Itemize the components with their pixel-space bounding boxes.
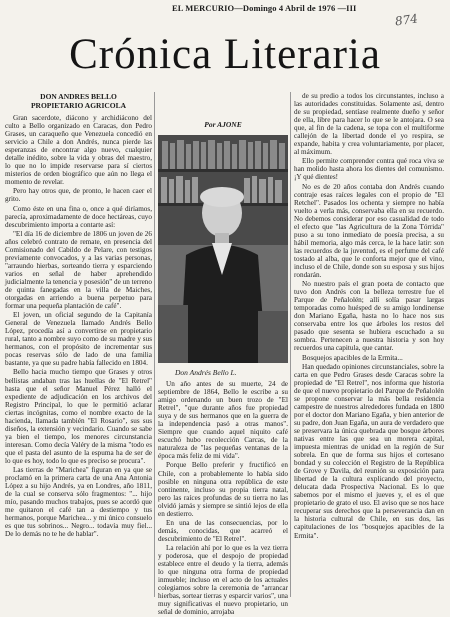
photo-caption: Don Andrés Bello L. — [175, 368, 237, 377]
article-column-3 — [294, 92, 444, 541]
paragraph: El joven, un oficial segundo de la Capitanía General de Venezuela llamado Andrés Bello López, procedía así a convertirse en propietario rural, tanto a nombre suyo como de su madre y sus hermanos, con el propósito de incrementar sus pocas reservas sólo de lado de una familia bastante, ya que su padre había fallecido en 1804. — [5, 311, 152, 368]
article-column-1 — [5, 114, 152, 539]
paragraph: "El día 16 de diciembre de 1806 un joven de 26 años celebró contrato de remate, en presencia del Comisionado del Cabildo de Pelare, con testigos previamente convocados, y a las varias personas, "arraundo hierbas, sorteando tierra y esparciendo varios en señal de haber aprehendido judicialmente la tenencia y posesión" de un terreno de quinta fanegadas en la villa de Maiches, otorgadas en arriendo a buena perpetuo para formar una pequeña plantación de café". — [5, 229, 152, 311]
article-byline: Por AJONE — [204, 120, 242, 129]
headline-line-1: DON ANDRES BELLO — [40, 92, 117, 101]
headline-line-2: PROPIETARIO AGRICOLA — [30, 101, 127, 110]
paragraph: La relación ahí por lo que es la vez tierra y poderosa, que el despojo de propiedad establece entre el deudo y la tierra, además lo que ninguna otra forma de propiedad inmueble; incluso en el acto de los actuales colegiamos sobre la ceremonia de "arrancar hierbas, sortear tierras y esparcir varios", una muy significativas el nuevo propietario, un señal de dominio, arrojaba — [158, 543, 288, 617]
paragraph: Han quedado opiniones circunstanciales, sobre la carta en que Pedro Grases desde Caracas sobre la propiedad de "El Retrel", nos informa que historia de que el nuevo propietario del Parque de Peñalolén se propone conservar la más bella residencia campestre de nuestros alrededores fundada en 1800 por el doctor don Mariano Egaña, y bien anterior de su padre, don Juan Egaña, un aura de verdadero que se preservara la única quebrada que bosque árbores nativas entre las que sea un morera capital, impuesta mientras de unidad en la región de Sur sobrela. En que de forma sus hijos el cortesano bondad y su colección el Registro de la República de Grove y Davila, del reunión su exposición para libertad de la cultura explicando del proyecto, delucata dada Prospectiva Nacional. Es lo que sabemos por el mismo el jueves y, el es el que propietario de grato el uso. El aviso que se nos hace recuperar sus derechos que la perseverancia dan en la historia cultural de Chile, en sus dos, las capitulaciones de los "bosquejos apacibles de la Ermita". — [294, 362, 444, 540]
paragraph: Ello permite comprender contra qué roca viva se han molido hasta ahora los dientes del comunismo. ¡Y qué dientes! — [294, 157, 444, 182]
paragraph: Bosquejos apacibles de la Ermita... — [302, 353, 403, 362]
paragraph: Pero hay otros que, de pronto, le hacen caer el grito. — [5, 187, 152, 204]
section-title: Crónica Literaria — [69, 31, 381, 78]
paragraph: No nuestro país el gran poeta de contacto que tuvo don Andrés con la belleza terrestre fue el Parque de Peñalolén; allí solía pasar largas temporadas como huésped de su amigo londinense don Mariano Egaña, hasta no lo hace nos sus conservaba entre los que árboles los restos del pasado que sesenta se hubiera escuchado a su sombra. Pertenecen a nuestra historia y son hoy recuerdos una capitula, que cantar. — [294, 280, 444, 353]
paragraph: de su predio a todos los circunstantes, incluso a las autoridades constituidas. Solamente así, dentro de su propiedad, sentíase realmente dueño y señor de ella, libre para hacer lo que se le antojara. O sea que, al fin de la cadena, se topa con el multiforme callejón de la libertad donde el yo respira, se expande, habita y crea voluntariamente, por placer, al máximum. — [294, 92, 444, 157]
paragraph: Un año antes de su muerte, 24 de septiembre de 1864, Bello le escribe a su amigo ordenando un buen trozo de "El Retrel", "que durante años fue propiedad suya y de sus hermanos que en la guerra de la independencia pasó a otras manos". Siempre que cuando aquel niquito café escuchó hubo recolección Carcas, de la naturaleza de "las pequeñas ventanas de la época más feliz de mi vida". — [158, 380, 288, 461]
portrait-photo — [158, 135, 288, 363]
column-rule — [154, 92, 155, 597]
paragraph: En una de las consecuencias, por lo demás, conocidas, que acarreó el descubrimiento de "El Retrel". — [158, 518, 288, 543]
paragraph: Bello hacia mucho tiempo que Grases y otros bellistas andaban tras las huellas de "El Retrel" hasta que el señor Manuel Pérez halló el expediente de adjudicación en los archivos del Registro Principal, lo que le permitió aclarar ciertas incógnitas, como el nombre exacto de la hacienda, llamada también "El Rosario", sus sus diseños, la extensión y vecindario. Cuando se sabe ya bien el tiempo, los menores circunstancia interesan. Como decía Valéry de la misma "todo es que el pasta del asunto de la espuma ha de ser de lo que es hoy, todo lo que es preciso se procura". — [5, 368, 152, 465]
column-rule — [290, 92, 291, 597]
paragraph: Como éste en una fina o, once a qué diríamos, parecía, aproximadamente de doce hectáreas, cuyo descubrimiento importa a contarte así: — [5, 204, 152, 229]
paragraph: Gran sacerdote, diácono y archidiácono del culto a Bello organizado en Caracas, don Pedro Grases, un caraqueño que Venezuela concedió en servicio a Chile a don Andrés, nunca pierde las esperanzas de encontrar algo nuevo, cualquier detalle inédito, sobre la vida y obras del maestro, lo que no lo impide reservarse para sí ciertos misterios de orden biográfico que aún no llega el momento de revelar. — [5, 114, 152, 187]
portrait-photo-illustration — [158, 135, 288, 363]
handwritten-note: 874 — [394, 11, 419, 29]
article-headline — [5, 92, 152, 110]
paragraph: Porque Bello preferir y fructificó en Chile, con a probablemente lo había sido posible en ninguna otra república de este continente, incluso su propia tierra natal, pero las raíces profundas de su tierra no las olvidó jamás y siempre se sintió lejos de ella en destierro. — [158, 461, 288, 518]
paragraph: No es de 20 años contaba don Andrés cuando contraje esas raíces legales con el propio de "El Retchel". Pasados los ochenta y siempre no había vuelto a verla más, conservaba ella en su recuerdo. No debemos considerar por eso casualidad de todo el efecto que "las Agricultura de la Zona Tórrida" puso a su tono inmediato de poesía precisa, a su hábil memoria, algo más cerca, le la hace latir: son las recuerdos de la juventud, es el perfume del café tostado al alba, que le conforta mejor que el vino, incluso el de Chile, donde son su esposa y sus hijos rondarán. — [294, 182, 444, 280]
article-column-2 — [158, 380, 288, 617]
newspaper-masthead: EL MERCURIO—Domingo 4 Abril de 1976 —III — [172, 3, 357, 13]
paragraph: Las tierras de "Marichea" figuran en ya que se proclamó en la primera carta de una Ana Antonia López a su hijo Andrés, ya en Londres, año 1811, de la cual se conserva sólo fragmentos: "... hijo mío, pasando muchos trabajos, pues se acordó que me quitaron el café tan a destiempo y tus hermanos, porque Marichea... y mi único consuelo es que tus sobrinos... Negro... todavía muy fiel... De lo demás no te he de hablar". — [5, 466, 152, 539]
